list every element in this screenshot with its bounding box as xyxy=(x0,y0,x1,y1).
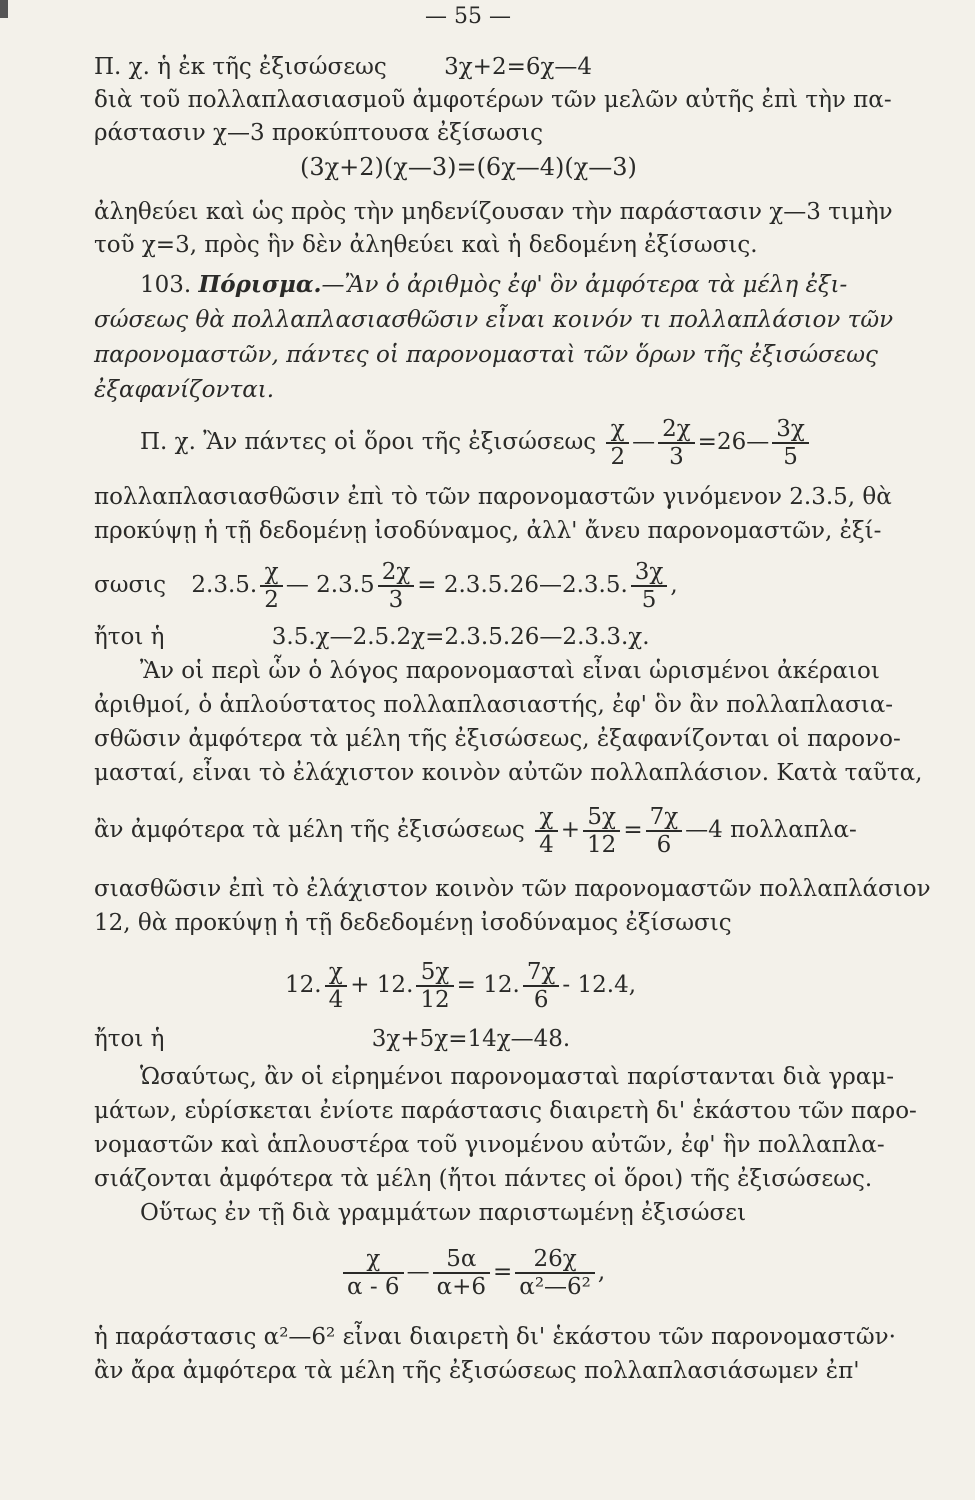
fraction xyxy=(535,804,558,858)
operator: = xyxy=(493,1259,513,1285)
fraction xyxy=(631,559,668,613)
text-line: νομαστῶν καὶ ἁπλουστέρα τοῦ γινομένου αὐτῶν, ἐφ' ἣν πολλαπλα- xyxy=(94,1132,885,1158)
text-line: προκύψῃ ἡ τῇ δεδομένῃ ἰσοδύναμος, ἀλλ' ἄνευ παρονομαστῶν, ἐξί- xyxy=(94,518,882,544)
text-line: ἀριθμοί, ὁ ἁπλούστατος πολλαπλασιαστής, ἐφ' ὃν ἂν πολλαπλασια- xyxy=(94,692,894,718)
fraction xyxy=(515,1246,595,1300)
text-line: σθῶσιν ἀμφότερα τὰ μέλη τῆς ἐξισώσεως, ἐξαφανίζονται οἱ παρονο- xyxy=(94,726,901,752)
text-line: πολλαπλασιασθῶσιν ἐπὶ τὸ τῶν παρονομαστῶν γινόμενον 2.3.5, θὰ xyxy=(94,484,892,510)
text-span: = 2.3.5.26—2.3.5. xyxy=(417,572,628,598)
text-span: —Ἂν ὁ ἀριθμὸς ἐφ' ὃν ἀμφότερα τὰ μέλη ἐξι- xyxy=(321,272,848,298)
numerator: 2χ xyxy=(378,559,415,587)
operator: — xyxy=(632,429,656,455)
denominator: 2 xyxy=(264,587,279,613)
denominator: 3 xyxy=(669,444,684,470)
text-line: τοῦ χ=3, πρὸς ἣν δὲν ἀληθεύει καὶ ἡ δεδομένη ἐξίσωσις. xyxy=(94,232,758,258)
fraction xyxy=(606,416,629,470)
fraction xyxy=(343,1246,404,1300)
denominator: α²—6² xyxy=(519,1274,591,1300)
fraction xyxy=(523,959,560,1013)
equation: 3χ+5χ=14χ—48. xyxy=(371,1026,571,1052)
numerator: 5α xyxy=(433,1246,490,1274)
text-span: Π. χ. Ἂν πάντες οἱ ὅροι τῆς ἐξισώσεως xyxy=(140,429,597,455)
numerator: 7χ xyxy=(523,959,560,987)
text-line: ἐξαφανίζονται. xyxy=(94,377,275,403)
equation-line xyxy=(340,1240,605,1304)
fraction xyxy=(646,804,683,858)
text-line: παρονομαστῶν, πάντες οἱ παρονομασταὶ τῶν ὅρων τῆς ἐξισώσεως xyxy=(94,342,878,368)
text-span: = 12. xyxy=(456,972,520,998)
denominator: 5 xyxy=(783,444,798,470)
example-line xyxy=(140,412,812,472)
text-span: , xyxy=(597,1259,606,1285)
numerator: 26χ xyxy=(515,1246,595,1274)
numerator: χ xyxy=(325,959,348,987)
section-number: 103. xyxy=(140,272,192,298)
text-span: 2.3.5. xyxy=(191,572,258,598)
text-span: — 2.3.5 xyxy=(285,572,375,598)
numerator: χ xyxy=(535,804,558,832)
denominator: α - 6 xyxy=(347,1274,400,1300)
operator: = xyxy=(623,817,643,843)
denominator: 5 xyxy=(641,587,657,613)
text-span: ἂν ἀμφότερα τὰ μέλη τῆς ἐξισώσεως xyxy=(94,817,525,843)
text-line: σιασθῶσιν ἐπὶ τὸ ἐλάχιστον κοινὸν τῶν παρονομαστῶν πολλαπλάσιον xyxy=(94,876,931,902)
equation: 3.5.χ—2.5.2χ=2.3.5.26—2.3.3.χ. xyxy=(271,624,650,650)
equation-line xyxy=(94,555,678,615)
numerator: χ xyxy=(343,1246,404,1274)
numerator: 3χ xyxy=(772,416,809,444)
numerator: 5χ xyxy=(416,959,453,987)
denominator: 6 xyxy=(656,832,672,858)
denominator: α+6 xyxy=(436,1274,486,1300)
numerator: χ xyxy=(260,559,283,587)
text-line: ἂν ἄρα ἀμφότερα τὰ μέλη τῆς ἐξισώσεως πολλαπλασιάσωμεν ἐπ' xyxy=(94,1358,860,1384)
denominator: 12 xyxy=(587,832,617,858)
operator: — xyxy=(406,1259,430,1285)
text-span: σωσις xyxy=(94,572,167,598)
text-span: + 12. xyxy=(350,972,414,998)
fraction xyxy=(583,804,620,858)
operator: + xyxy=(560,817,581,843)
equation-line xyxy=(285,955,636,1015)
text-line: μάτων, εὑρίσκεται ἐνίοτε παράστασις διαιρετὴ δι' ἑκάστου τῶν παρο- xyxy=(94,1098,917,1124)
text-span: ἤτοι ἡ xyxy=(94,1026,165,1052)
text-line: ἀληθεύει καὶ ὡς πρὸς τὴν μηδενίζουσαν τὴν παράστασιν χ—3 τιμὴν xyxy=(94,199,893,225)
denominator: 4 xyxy=(539,832,554,858)
text-line: σιάζονται ἀμφότερα τὰ μέλη (ἤτοι πάντες οἱ ὅροι) τῆς ἐξισώσεως. xyxy=(94,1166,873,1192)
fraction xyxy=(378,559,415,613)
text-line: διὰ τοῦ πολλαπλασιασμοῦ ἀμφοτέρων τῶν μελῶν αὐτῆς ἐπὶ τὴν πα- xyxy=(94,87,892,113)
page-number: — 55 — xyxy=(425,4,511,29)
denominator: 3 xyxy=(388,587,404,613)
text-line: Ἂν οἱ περὶ ὧν ὁ λόγος παρονομασταὶ εἶναι ὡρισμένοι ἀκέραιοι xyxy=(140,658,880,684)
text-span: =26— xyxy=(697,429,770,455)
text-line: 12, θὰ προκύψῃ ἡ τῇ δεδεδομένῃ ἰσοδύναμος ἐξίσωσις xyxy=(94,910,732,936)
text-span: 12. xyxy=(285,972,322,998)
denominator: 4 xyxy=(328,987,344,1013)
numerator: 2χ xyxy=(658,416,695,444)
text-line: Ὡσαύτως, ἂν οἱ εἰρημένοι παρονομασταὶ παρίστανται διὰ γραμ- xyxy=(140,1064,895,1090)
text-span: Π. χ. ἡ ἐκ τῆς ἐξισώσεως xyxy=(94,54,387,80)
equation-line xyxy=(94,800,857,860)
denominator: 12 xyxy=(420,987,450,1013)
text-line: ἡ παράστασις α²—6² εἶναι διαιρετὴ δι' ἑκάστου τῶν παρονομαστῶν· xyxy=(94,1324,896,1350)
equation-line xyxy=(94,1024,570,1054)
text-line: μασταί, εἶναι τὸ ἐλάχιστον κοινὸν αὐτῶν πολλαπλάσιον. Κατὰ ταῦτα, xyxy=(94,760,923,786)
fraction xyxy=(416,959,453,1013)
text-span: ἤτοι ἡ xyxy=(94,624,165,650)
fraction xyxy=(772,416,809,470)
text-span: —4 πολλαπλα- xyxy=(685,817,857,843)
numerator: χ xyxy=(606,416,629,444)
section-title: Πόρισμα. xyxy=(198,271,322,298)
text-line: Οὕτως ἐν τῇ διὰ γραμμάτων παριστωμένῃ ἐξισώσει xyxy=(140,1200,747,1226)
equation: 3χ+2=6χ—4 xyxy=(444,54,593,80)
text-line: ράστασιν χ—3 προκύπτουσα ἐξίσωσις xyxy=(94,120,544,146)
fraction xyxy=(658,416,695,470)
numerator: 7χ xyxy=(646,804,683,832)
numerator: 5χ xyxy=(583,804,620,832)
equation-line xyxy=(94,622,650,652)
fraction xyxy=(433,1246,490,1300)
corollary-heading xyxy=(140,270,847,300)
text-span: , xyxy=(670,572,678,598)
fraction xyxy=(260,559,283,613)
numerator: 3χ xyxy=(631,559,668,587)
text-span: - 12.4, xyxy=(562,972,637,998)
text-line: σώσεως θὰ πολλαπλασιασθῶσιν εἶναι κοινόν τι πολλαπλάσιον τῶν xyxy=(94,307,894,333)
denominator: 2 xyxy=(610,444,626,470)
fraction xyxy=(325,959,348,1013)
text-line xyxy=(94,52,592,82)
scan-corner-mark xyxy=(0,0,8,18)
equation: (3χ+2)(χ—3)=(6χ—4)(χ—3) xyxy=(300,153,637,181)
denominator: 6 xyxy=(533,987,549,1013)
